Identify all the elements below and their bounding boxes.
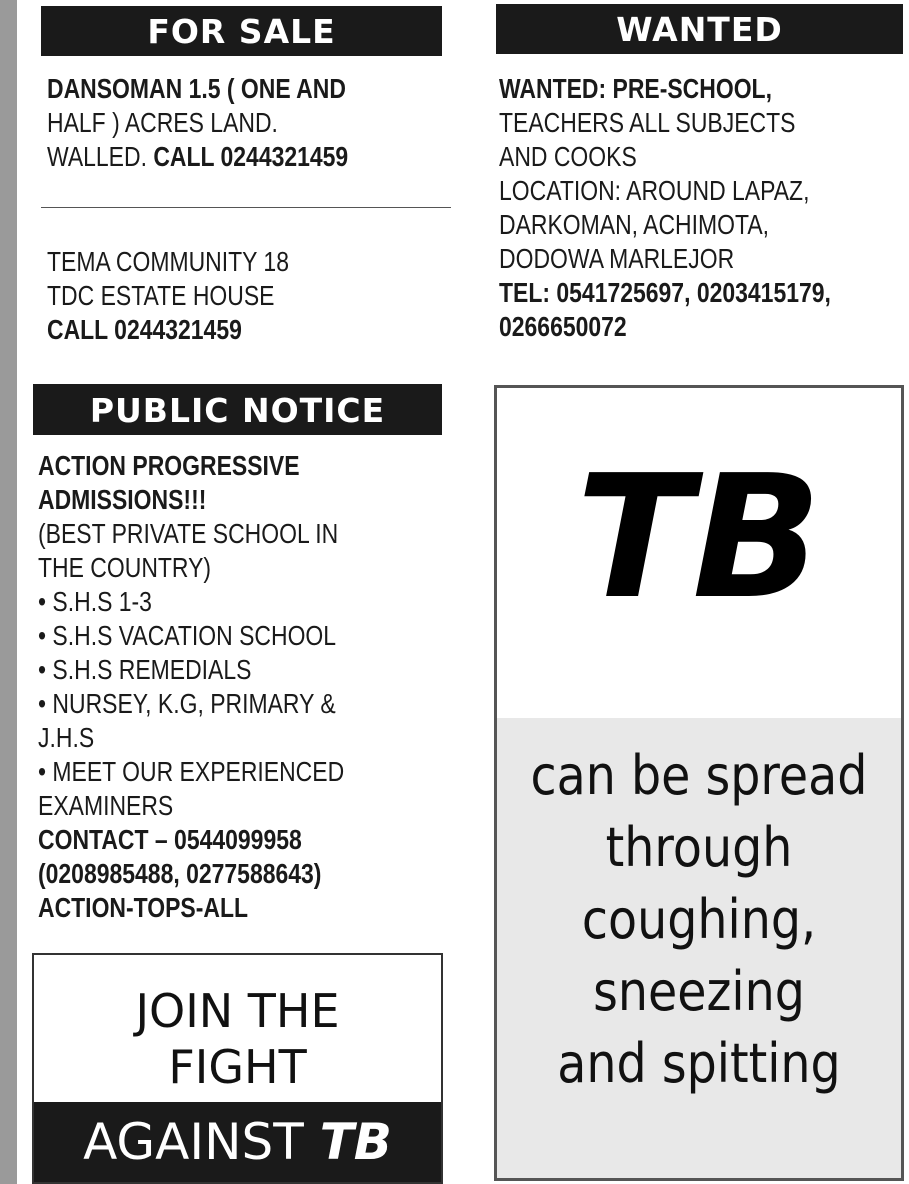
ad-line: J.H.S: [38, 722, 95, 753]
fight-against-text: AGAINST: [83, 1113, 320, 1171]
ad-line: ACTION-TOPS-ALL: [38, 892, 249, 923]
tb-awareness-ad: [494, 385, 904, 1181]
ad-phone: CALL 0244321459: [47, 314, 242, 345]
ad-phone: TEL: 0541725697, 0203415179,: [499, 277, 831, 308]
ad-line: EXAMINERS: [38, 790, 174, 821]
ad-phone: (0208985488, 0277588643): [38, 858, 322, 889]
ad-line: AND COOKS: [499, 141, 637, 172]
ad-line: ACTION PROGRESSIVE: [38, 450, 300, 481]
ad-bullet: • S.H.S VACATION SCHOOL: [38, 620, 337, 651]
ad-bullet: • S.H.S REMEDIALS: [38, 654, 252, 685]
ad-line: LOCATION: AROUND LAPAZ,: [499, 175, 810, 206]
ad-bullet: • NURSEY, K.G, PRIMARY &: [38, 688, 336, 719]
page-gutter: [0, 0, 17, 1184]
wanted-ad: [499, 72, 831, 344]
fight-tb-text: TB: [319, 1113, 392, 1171]
for-sale-ad-tema: [47, 245, 289, 347]
tb-line: can be spread: [530, 744, 868, 807]
ad-line: HALF ) ACRES LAND.: [47, 107, 278, 138]
fight-line: JOIN THE: [135, 984, 340, 1038]
ad-text: WALLED.: [47, 141, 154, 172]
tb-ad-bottom: [497, 718, 901, 1178]
ad-line: TEACHERS ALL SUBJECTS: [499, 107, 796, 138]
fight-headline: [34, 983, 441, 1095]
tb-big-title: TB: [576, 439, 822, 637]
wanted-header: WANTED: [496, 4, 903, 54]
fight-banner: [34, 1102, 441, 1182]
ad-line: TEMA COMMUNITY 18: [47, 246, 289, 277]
ad-divider: [41, 207, 451, 208]
for-sale-header: FOR SALE: [41, 6, 442, 56]
for-sale-ad-dansoman: [47, 72, 348, 174]
ad-line: DODOWA MARLEJOR: [499, 243, 735, 274]
tb-message: [521, 740, 877, 1100]
tb-line: and spitting: [557, 1032, 841, 1095]
ad-line: DANSOMAN 1.5 ( ONE AND: [47, 73, 346, 104]
ad-line: [47, 140, 348, 174]
ad-phone: CALL 0244321459: [153, 141, 349, 172]
tb-line: through: [605, 816, 793, 879]
ad-line: ADMISSIONS!!!: [38, 484, 207, 515]
ad-bullet: • MEET OUR EXPERIENCED: [38, 756, 345, 787]
public-notice-header: PUBLIC NOTICE: [33, 384, 442, 435]
ad-phone: 0266650072: [499, 311, 627, 342]
ad-line: TDC ESTATE HOUSE: [47, 280, 275, 311]
tb-line: sneezing: [593, 960, 805, 1023]
ad-bullet: • S.H.S 1-3: [38, 586, 152, 617]
tb-line: coughing,: [581, 888, 817, 951]
ad-line: WANTED: PRE-SCHOOL,: [499, 73, 772, 104]
public-notice-ad: [38, 449, 344, 925]
tb-ad-top: [497, 388, 901, 718]
ad-line: DARKOMAN, ACHIMOTA,: [499, 209, 770, 240]
join-the-fight-ad: [32, 953, 443, 1184]
ad-phone: CONTACT – 0544099958: [38, 824, 302, 855]
ad-line: (BEST PRIVATE SCHOOL IN: [38, 518, 339, 549]
ad-line: THE COUNTRY): [38, 552, 212, 583]
fight-line: FIGHT: [168, 1040, 307, 1094]
